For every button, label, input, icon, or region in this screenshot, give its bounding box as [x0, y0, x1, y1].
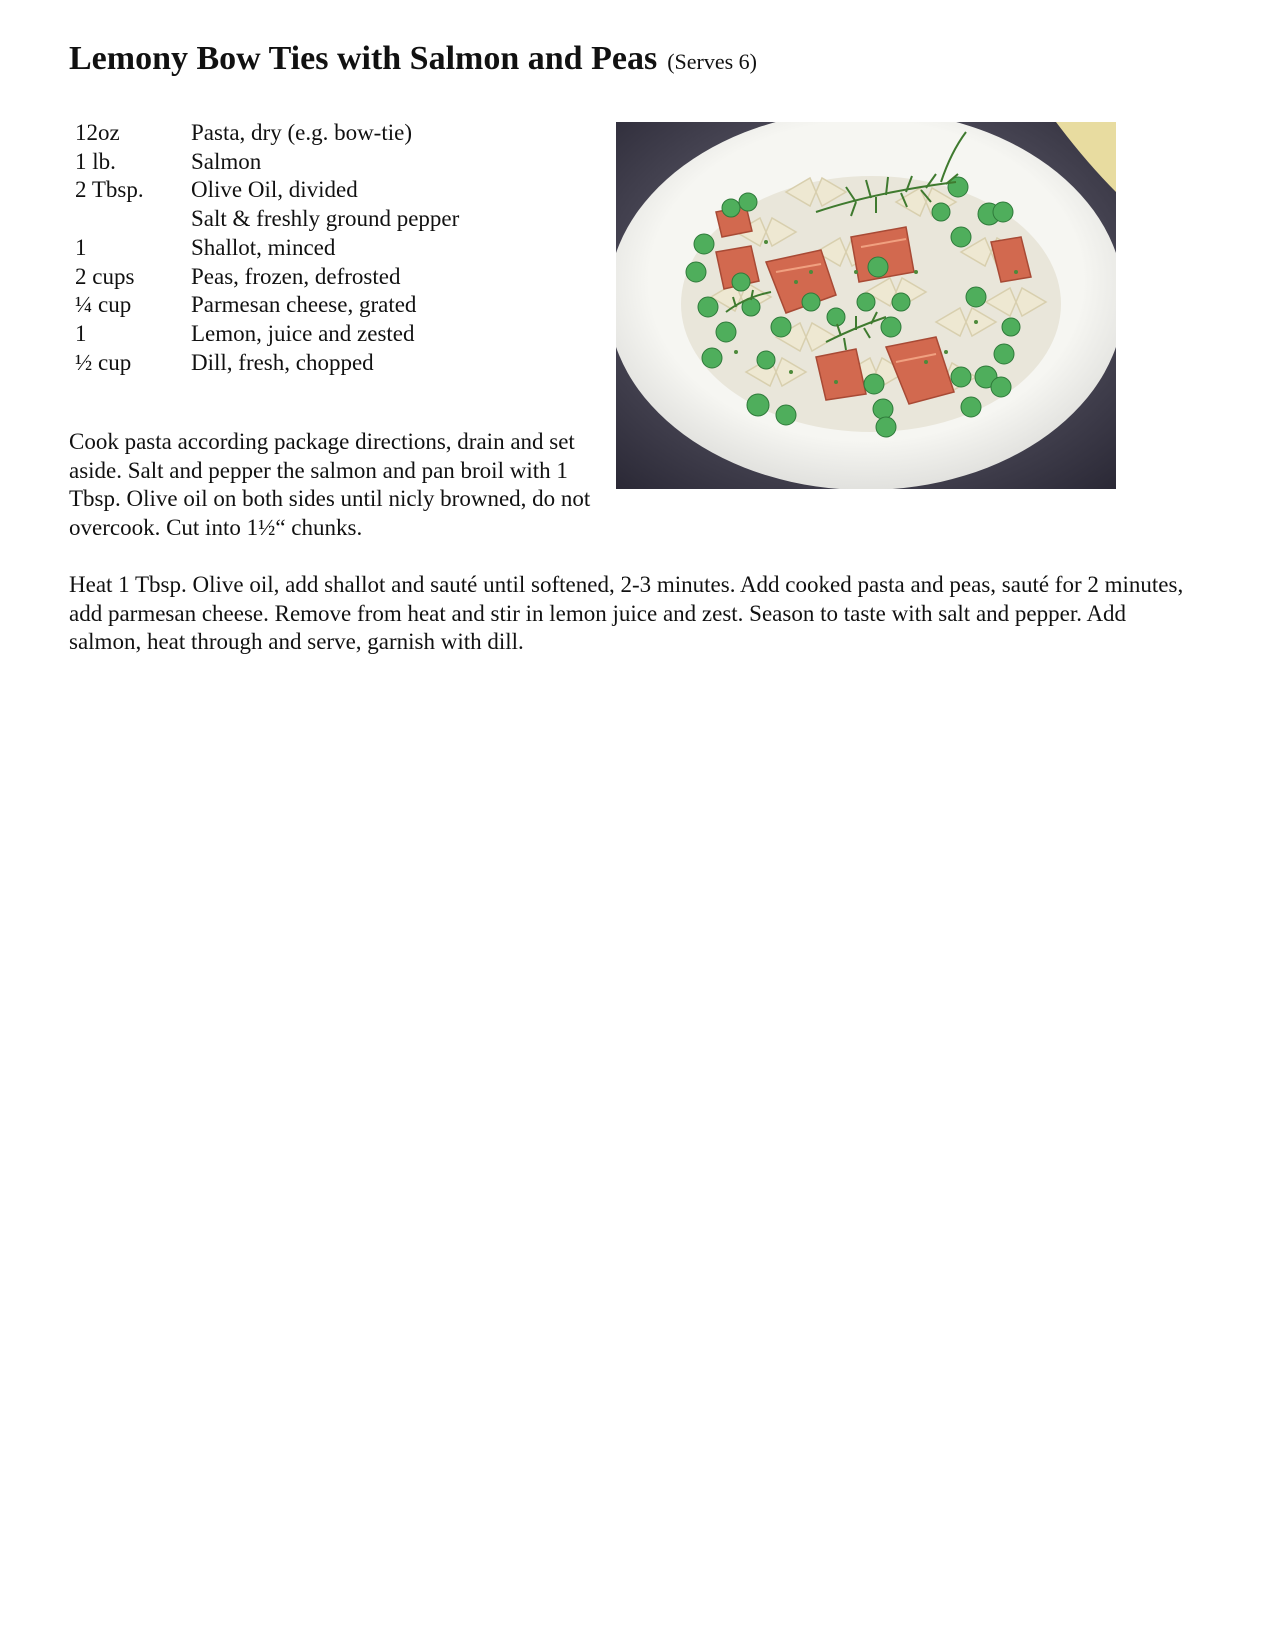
ingredient-name: Pasta, dry (e.g. bow-tie) — [191, 120, 412, 145]
ingredient-quantity: ½ cup — [75, 349, 132, 375]
ingredient-list — [75, 119, 459, 377]
dish-photo — [616, 122, 1116, 489]
ingredient-quantity: 1 — [75, 320, 87, 346]
ingredient-quantity: ¼ cup — [75, 292, 132, 318]
directions-paragraph-1: Cook pasta according package directions, drain and set aside. Salt and pepper the salmon and pan broil with 1 Tbsp. Olive oil on both sides until nicly browned, do not overcook. Cut into 1½“ chunks. — [69, 429, 591, 540]
ingredient-quantity — [75, 205, 191, 234]
ingredient-row — [75, 263, 459, 292]
ingredient-name: Salt & freshly ground pepper — [191, 206, 460, 232]
ingredient-name: Salmon — [191, 148, 262, 174]
ingredient-name: Peas, frozen, defrosted — [191, 263, 401, 289]
ingredient-quantity: 1 — [75, 234, 87, 260]
ingredient-row — [75, 119, 459, 148]
ingredient-row — [75, 148, 459, 177]
ingredient-row — [75, 320, 459, 349]
ingredient-name: Shallot, minced — [191, 234, 336, 260]
ingredient-row — [75, 176, 459, 205]
ingredient-quantity: 2 cups — [75, 263, 135, 289]
ingredient-name: Dill, fresh, chopped — [191, 349, 374, 375]
title-line — [69, 40, 757, 78]
ingredient-row — [75, 234, 459, 263]
serves-note: (Serves 6) — [667, 49, 757, 74]
directions-paragraph-2: Heat 1 Tbsp. Olive oil, add shallot and sauté until softened, 2-3 minutes. Add cooked pasta and peas, sauté for 2 minutes, add parmesan cheese. Remove from heat and stir in lemon juice and zest. Season to taste with salt and pepper. Add salmon, heat through and serve, garnish with dill. — [69, 572, 1184, 654]
recipe-title: Lemony Bow Ties with Salmon and Peas — [69, 40, 658, 77]
ingredient-quantity: 1 lb. — [75, 148, 116, 174]
ingredient-name: Parmesan cheese, grated — [191, 292, 417, 318]
ingredient-row — [75, 205, 459, 234]
ingredient-name: Lemon, juice and zested — [191, 320, 415, 346]
ingredient-row — [75, 349, 459, 378]
ingredient-quantity: 2 Tbsp. — [75, 177, 144, 203]
ingredient-name: Olive Oil, divided — [191, 177, 358, 203]
ingredient-quantity: 12oz — [75, 120, 120, 145]
dish-photo-illustration — [616, 122, 1116, 489]
ingredient-row — [75, 291, 459, 320]
